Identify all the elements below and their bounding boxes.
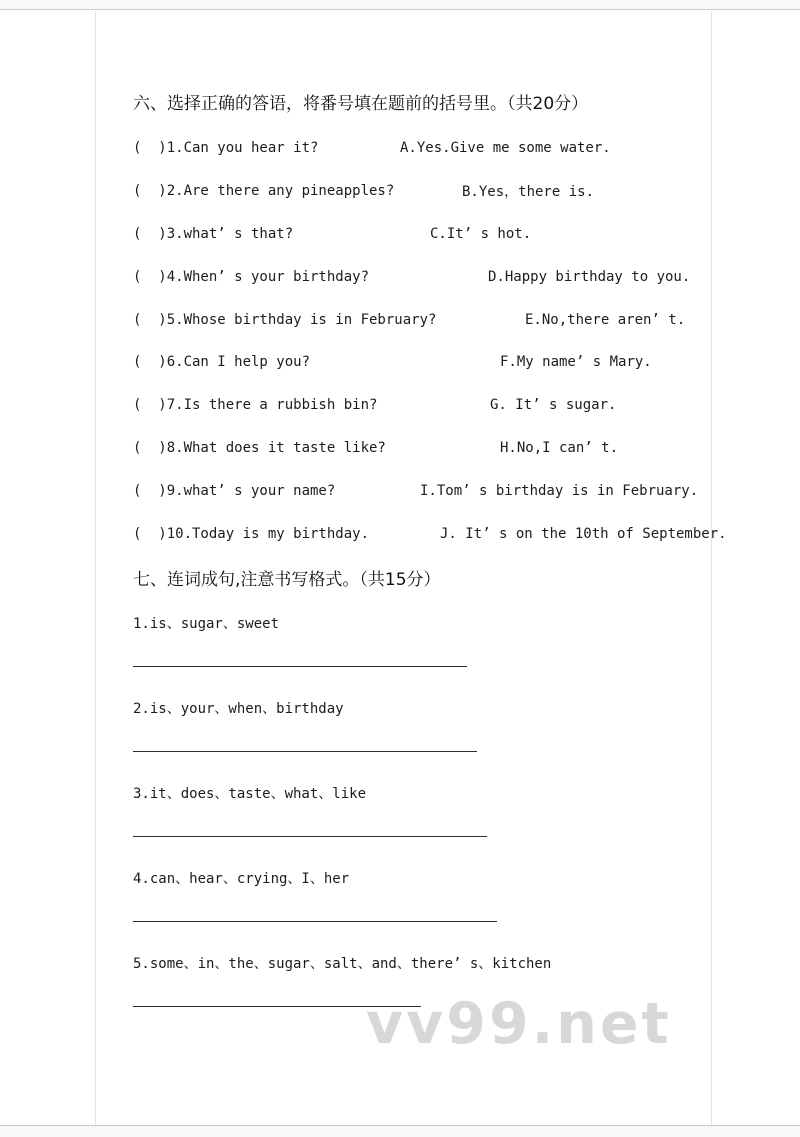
section-6-title: 六、选择正确的答语，将番号填在题前的括号里。（共20分） <box>133 94 589 114</box>
answer-option-text: D.Happy birthday to you. <box>488 268 691 285</box>
answer-option-text: G. It’ s sugar. <box>490 397 617 414</box>
answer-option-text: H.No,I can’ t. <box>500 439 619 456</box>
watermark: vv99.net <box>366 991 672 1057</box>
word-list: 2.is、your、when、birthday <box>133 700 344 717</box>
matching-item <box>133 255 733 298</box>
question-text: ( )2.Are there any pineapples? <box>133 183 395 200</box>
answer-option-text: C.It’ s hot. <box>430 225 532 242</box>
question-text: ( )8.What does it taste like? <box>133 439 386 456</box>
worksheet-page <box>133 93 733 1007</box>
answer-blank <box>133 666 467 667</box>
answer-blank <box>133 921 497 922</box>
question-text: ( )7.Is there a rubbish bin? <box>133 397 378 414</box>
question-text: ( )1.Can you hear it? <box>133 140 319 157</box>
question-text: ( )10.Today is my birthday. <box>133 525 370 542</box>
section-7-title: 七、连词成句,注意书写格式。（共15分） <box>133 569 441 590</box>
answer-blank <box>133 836 487 837</box>
sentence-item <box>133 700 733 752</box>
matching-item <box>133 298 733 341</box>
answer-blank <box>133 751 477 752</box>
matching-exercise <box>133 127 733 555</box>
matching-item <box>133 512 733 555</box>
word-list: 5.some、in、the、sugar、salt、and、there’ s、kitchen <box>133 955 552 972</box>
answer-option-text: A.Yes.Give me some water. <box>400 140 611 157</box>
matching-item <box>133 427 733 470</box>
sentence-item <box>133 955 733 1007</box>
page-bottom-edge <box>0 1125 800 1137</box>
matching-item <box>133 384 733 427</box>
answer-option-text: F.My name’ s Mary. <box>500 354 652 371</box>
word-list: 3.it、does、taste、what、like <box>133 785 367 802</box>
question-text: ( )5.Whose birthday is in February? <box>133 311 437 328</box>
question-text: ( )4.When’ s your birthday? <box>133 268 370 285</box>
sentence-item <box>133 785 733 837</box>
matching-item <box>133 341 733 384</box>
matching-item <box>133 213 733 256</box>
answer-option-text: I.Tom’ s birthday is in February. <box>420 482 699 499</box>
sentence-building-exercise <box>133 615 733 1007</box>
question-text: ( )9.what’ s your name? <box>133 482 336 499</box>
matching-item <box>133 170 733 213</box>
answer-blank <box>133 1006 421 1007</box>
answer-option-text: E.No,there aren’ t. <box>525 311 686 328</box>
sentence-item <box>133 615 733 667</box>
question-text: ( )6.Can I help you? <box>133 354 311 371</box>
answer-option-text: B.Yes，there is. <box>462 184 595 201</box>
word-list: 1.is、sugar、sweet <box>133 615 280 632</box>
page-left-border <box>95 11 96 1125</box>
matching-item <box>133 469 733 512</box>
question-text: ( )3.what’ s that? <box>133 225 294 242</box>
answer-option-text: J. It’ s on the 10th of September. <box>440 525 727 542</box>
page-top-edge <box>0 0 800 10</box>
word-list: 4.can、hear、crying、I、her <box>133 870 350 887</box>
matching-item <box>133 127 733 170</box>
sentence-item <box>133 870 733 922</box>
